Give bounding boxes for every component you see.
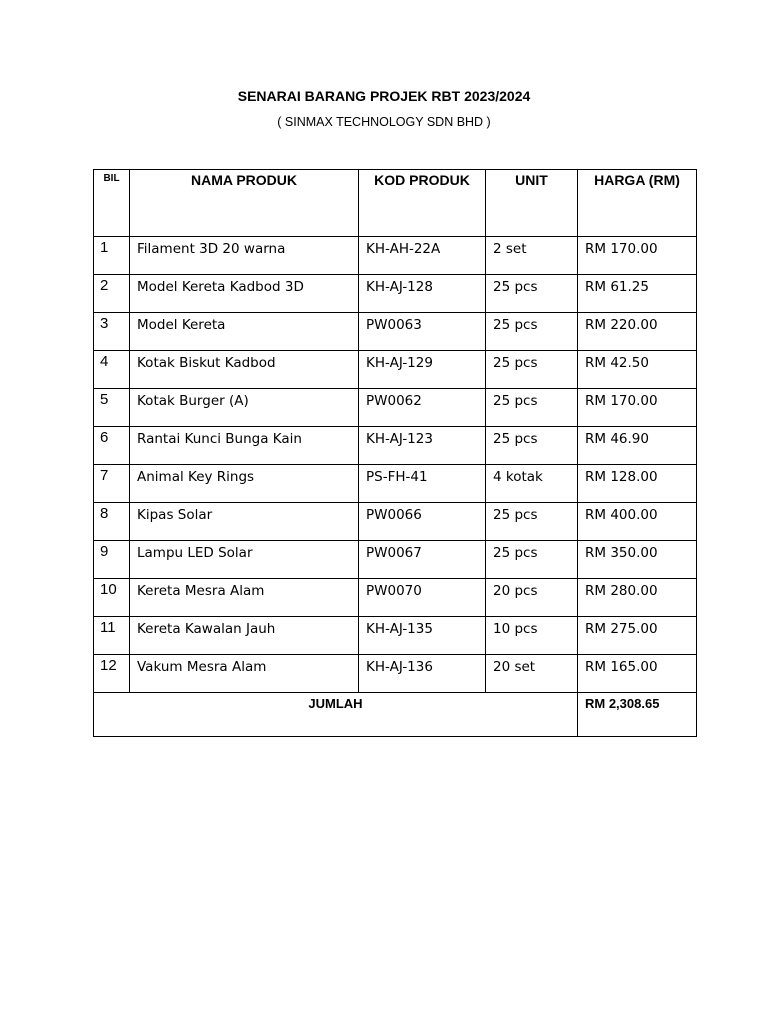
cell-kod-produk: KH-AJ-129 bbox=[359, 351, 486, 389]
cell-bil: 6 bbox=[94, 427, 130, 465]
cell-bil: 1 bbox=[94, 237, 130, 275]
cell-harga: RM 275.00 bbox=[578, 617, 697, 655]
table-row bbox=[94, 617, 697, 655]
header-harga: HARGA (RM) bbox=[578, 170, 697, 237]
cell-nama-produk: Model Kereta bbox=[130, 313, 359, 351]
cell-harga: RM 170.00 bbox=[578, 389, 697, 427]
cell-harga: RM 170.00 bbox=[578, 237, 697, 275]
header-unit: UNIT bbox=[486, 170, 578, 237]
cell-unit: 10 pcs bbox=[486, 617, 578, 655]
document-subtitle: ( SINMAX TECHNOLOGY SDN BHD ) bbox=[277, 115, 491, 129]
table-row bbox=[94, 655, 697, 693]
cell-unit: 20 set bbox=[486, 655, 578, 693]
cell-unit: 2 set bbox=[486, 237, 578, 275]
table-row bbox=[94, 427, 697, 465]
cell-kod-produk: PW0066 bbox=[359, 503, 486, 541]
header-kod-produk: KOD PRODUK bbox=[359, 170, 486, 237]
product-table bbox=[93, 169, 697, 737]
cell-harga: RM 46.90 bbox=[578, 427, 697, 465]
table-row bbox=[94, 313, 697, 351]
cell-harga: RM 42.50 bbox=[578, 351, 697, 389]
cell-bil: 7 bbox=[94, 465, 130, 503]
cell-bil: 2 bbox=[94, 275, 130, 313]
cell-kod-produk: PS-FH-41 bbox=[359, 465, 486, 503]
cell-bil: 5 bbox=[94, 389, 130, 427]
cell-kod-produk: KH-AJ-136 bbox=[359, 655, 486, 693]
cell-unit: 4 kotak bbox=[486, 465, 578, 503]
table-row bbox=[94, 389, 697, 427]
cell-bil: 12 bbox=[94, 655, 130, 693]
table-row bbox=[94, 579, 697, 617]
cell-bil: 11 bbox=[94, 617, 130, 655]
cell-nama-produk: Kotak Biskut Kadbod bbox=[130, 351, 359, 389]
cell-bil: 4 bbox=[94, 351, 130, 389]
cell-nama-produk: Animal Key Rings bbox=[130, 465, 359, 503]
total-value: RM 2,308.65 bbox=[578, 693, 697, 737]
cell-unit: 25 pcs bbox=[486, 389, 578, 427]
header-bil: BIL bbox=[94, 170, 130, 237]
cell-kod-produk: PW0063 bbox=[359, 313, 486, 351]
cell-harga: RM 280.00 bbox=[578, 579, 697, 617]
table-header-row bbox=[94, 170, 697, 237]
cell-nama-produk: Filament 3D 20 warna bbox=[130, 237, 359, 275]
cell-harga: RM 350.00 bbox=[578, 541, 697, 579]
cell-unit: 25 pcs bbox=[486, 503, 578, 541]
cell-harga: RM 400.00 bbox=[578, 503, 697, 541]
header-nama-produk: NAMA PRODUK bbox=[130, 170, 359, 237]
cell-kod-produk: PW0062 bbox=[359, 389, 486, 427]
cell-unit: 25 pcs bbox=[486, 541, 578, 579]
total-label: JUMLAH bbox=[94, 693, 578, 737]
cell-kod-produk: KH-AJ-123 bbox=[359, 427, 486, 465]
cell-bil: 8 bbox=[94, 503, 130, 541]
cell-nama-produk: Kipas Solar bbox=[130, 503, 359, 541]
cell-nama-produk: Lampu LED Solar bbox=[130, 541, 359, 579]
table-row bbox=[94, 541, 697, 579]
total-row bbox=[94, 693, 697, 737]
cell-nama-produk: Rantai Kunci Bunga Kain bbox=[130, 427, 359, 465]
table-row bbox=[94, 503, 697, 541]
cell-unit: 25 pcs bbox=[486, 275, 578, 313]
cell-harga: RM 61.25 bbox=[578, 275, 697, 313]
table-row bbox=[94, 237, 697, 275]
table-row bbox=[94, 275, 697, 313]
cell-unit: 20 pcs bbox=[486, 579, 578, 617]
cell-unit: 25 pcs bbox=[486, 313, 578, 351]
cell-harga: RM 220.00 bbox=[578, 313, 697, 351]
cell-kod-produk: PW0067 bbox=[359, 541, 486, 579]
cell-kod-produk: KH-AH-22A bbox=[359, 237, 486, 275]
cell-bil: 9 bbox=[94, 541, 130, 579]
cell-unit: 25 pcs bbox=[486, 351, 578, 389]
table-row bbox=[94, 351, 697, 389]
cell-harga: RM 165.00 bbox=[578, 655, 697, 693]
cell-nama-produk: Kereta Mesra Alam bbox=[130, 579, 359, 617]
cell-kod-produk: KH-AJ-128 bbox=[359, 275, 486, 313]
cell-nama-produk: Vakum Mesra Alam bbox=[130, 655, 359, 693]
cell-nama-produk: Kereta Kawalan Jauh bbox=[130, 617, 359, 655]
cell-bil: 10 bbox=[94, 579, 130, 617]
cell-kod-produk: KH-AJ-135 bbox=[359, 617, 486, 655]
cell-kod-produk: PW0070 bbox=[359, 579, 486, 617]
document-title: SENARAI BARANG PROJEK RBT 2023/2024 bbox=[237, 88, 531, 104]
cell-harga: RM 128.00 bbox=[578, 465, 697, 503]
table-row bbox=[94, 465, 697, 503]
cell-nama-produk: Model Kereta Kadbod 3D bbox=[130, 275, 359, 313]
cell-unit: 25 pcs bbox=[486, 427, 578, 465]
cell-nama-produk: Kotak Burger (A) bbox=[130, 389, 359, 427]
cell-bil: 3 bbox=[94, 313, 130, 351]
